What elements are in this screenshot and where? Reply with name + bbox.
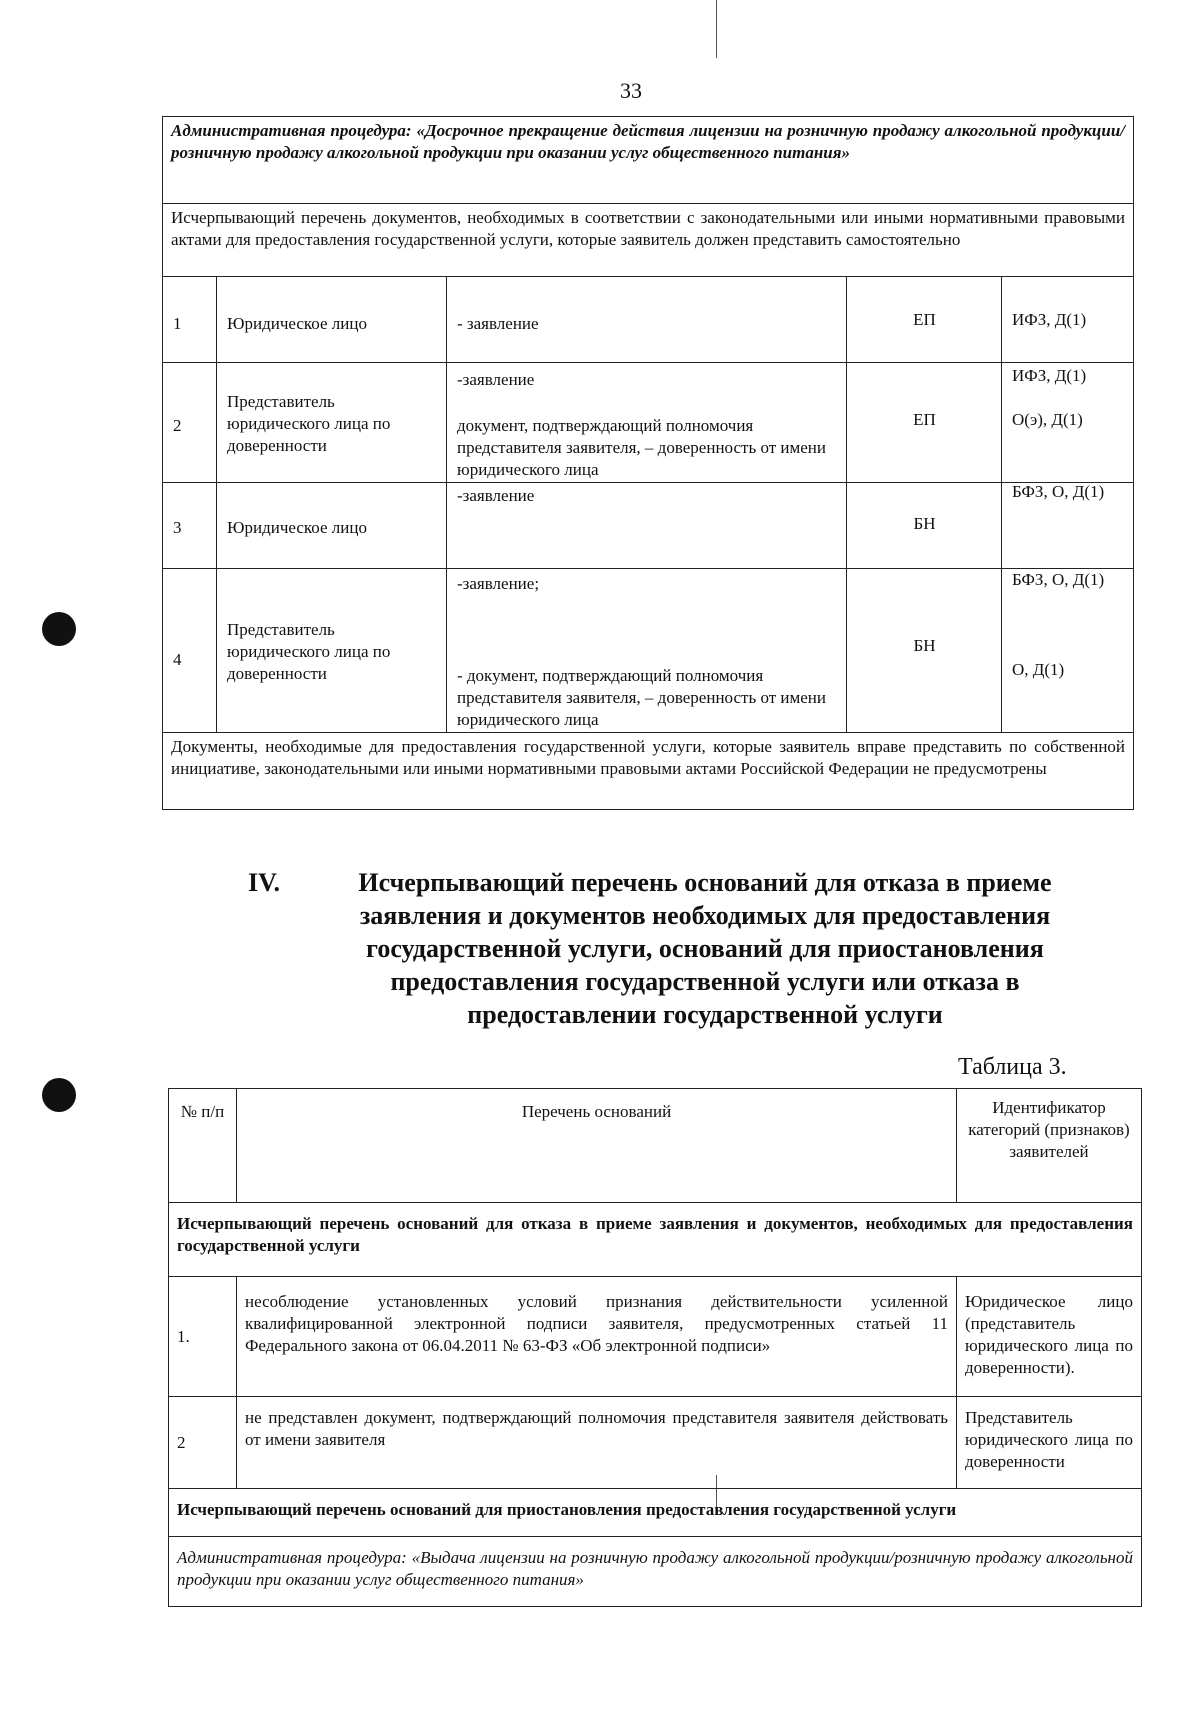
document-code: О, Д(1) (1012, 660, 1065, 679)
table-row (169, 1277, 1142, 1397)
document-code: ИФЗ, Д(1) (1012, 310, 1087, 329)
procedure-row (163, 117, 1134, 204)
suspension-heading: Исчерпывающий перечень оснований для приостановления предоставления государственной услуги (169, 1489, 1142, 1537)
procedure-row (169, 1537, 1142, 1607)
refusal-heading: Исчерпывающий перечень оснований для отказа в приеме заявления и документов, необходимых для предоставления государственной услуги (169, 1203, 1142, 1277)
submission-method: ЕП (913, 410, 936, 429)
submission-method: БН (913, 636, 936, 655)
optional-docs-note: Документы, необходимые для предоставления государственной услуги, которые заявитель вправе представить по собственной инициативе, законодательными или иными нормативными правовыми актами Российской Федерации не предусмотрены (163, 733, 1134, 810)
document-code: БФЗ, О, Д(1) (1012, 570, 1105, 589)
table-row (169, 1397, 1142, 1489)
document-code: ИФЗ, Д(1) (1012, 366, 1087, 385)
document-name: -заявление (457, 370, 535, 389)
document-name: документ, подтверждающий полномочия представителя заявителя, – доверенность от имени юридического лица (457, 416, 826, 479)
row-number: 2 (169, 1397, 237, 1489)
optional-docs-row (163, 733, 1134, 810)
punch-hole (42, 612, 76, 646)
table-header-row (169, 1089, 1142, 1203)
document-code: О(э), Д(1) (1012, 410, 1083, 429)
page-number: 33 (620, 78, 642, 103)
section-title-line: Исчерпывающий перечень оснований для отказа в приеме (358, 868, 1052, 897)
ground-text: не представлен документ, подтверждающий полномочия представителя заявителя действовать от имени заявителя (237, 1397, 957, 1489)
header-num: № п/п (169, 1089, 237, 1203)
table-row (163, 569, 1134, 733)
row-number: 3 (173, 518, 182, 537)
document-name: - заявление (457, 314, 539, 333)
procedure-title: Административная процедура: «Выдача лицензии на розничную продажу алкогольной продукции/розничную продажу алкогольной продукции при оказании услуг общественного питания» (169, 1537, 1142, 1607)
procedure-title: Административная процедура: «Досрочное прекращение действия лицензии на розничную продажу алкогольной продукции/розничную продажу алкогольной продукции при оказании услуг общественного питания» (163, 117, 1134, 204)
applicant-category: Юридическое лицо (227, 314, 367, 333)
document-name: -заявление (457, 486, 535, 505)
section-title-line: заявления и документов необходимых для предоставления (359, 901, 1051, 930)
document-name: - документ, подтверждающий полномочия представителя заявителя, – доверенность от имени юридического лица (457, 666, 826, 729)
header-category: Идентификатор категорий (признаков) заявителей (957, 1089, 1142, 1203)
scan-artifact-line (716, 0, 717, 58)
table-row (163, 277, 1134, 363)
section-number: IV. (248, 868, 281, 897)
applicant-category: Юридическое лицо (227, 518, 367, 537)
suspension-heading-row (169, 1489, 1142, 1537)
row-number: 1. (169, 1277, 237, 1397)
document-code: БФЗ, О, Д(1) (1012, 482, 1105, 501)
document-name: -заявление; (457, 574, 540, 593)
section-title-line: предоставления государственной услуги или отказа в (390, 967, 1020, 996)
row-number: 1 (173, 314, 182, 333)
applicant-category: Представитель юридического лица по доверенности (227, 620, 391, 683)
row-number: 2 (173, 416, 182, 435)
punch-hole (42, 1078, 76, 1112)
header-grounds: Перечень оснований (237, 1089, 957, 1203)
section-title-line: предоставлении государственной услуги (467, 1000, 943, 1029)
required-docs-row (163, 204, 1134, 277)
row-number: 4 (173, 650, 182, 669)
refusal-heading-row (169, 1203, 1142, 1277)
section-title-line: государственной услуги, оснований для приостановления (366, 934, 1044, 963)
applicant-category: Представитель юридического лица по доверенности (957, 1397, 1142, 1489)
table-caption: Таблица 3. (958, 1054, 1067, 1080)
table-row (163, 363, 1134, 483)
table-row (163, 483, 1134, 569)
applicant-category: Представитель юридического лица по доверенности (227, 392, 391, 455)
grounds-table (168, 1088, 1142, 1607)
submission-method: ЕП (913, 310, 936, 329)
ground-text: несоблюдение установленных условий признания действительности усиленной квалифицированной электронной подписи заявителя, предусмотренных статьей 11 Федерального закона от 06.04.2011 № 63-ФЗ «Об электронной подписи» (237, 1277, 957, 1397)
submission-method: БН (913, 514, 936, 533)
applicant-category: Юридическое лицо (представитель юридического лица по доверенности). (957, 1277, 1142, 1397)
required-docs-heading: Исчерпывающий перечень документов, необходимых в соответствии с законодательными или иными нормативными правовыми актами для предоставления государственной услуги, которые заявитель должен представить самостоятельно (163, 204, 1134, 277)
documents-table (162, 116, 1134, 810)
